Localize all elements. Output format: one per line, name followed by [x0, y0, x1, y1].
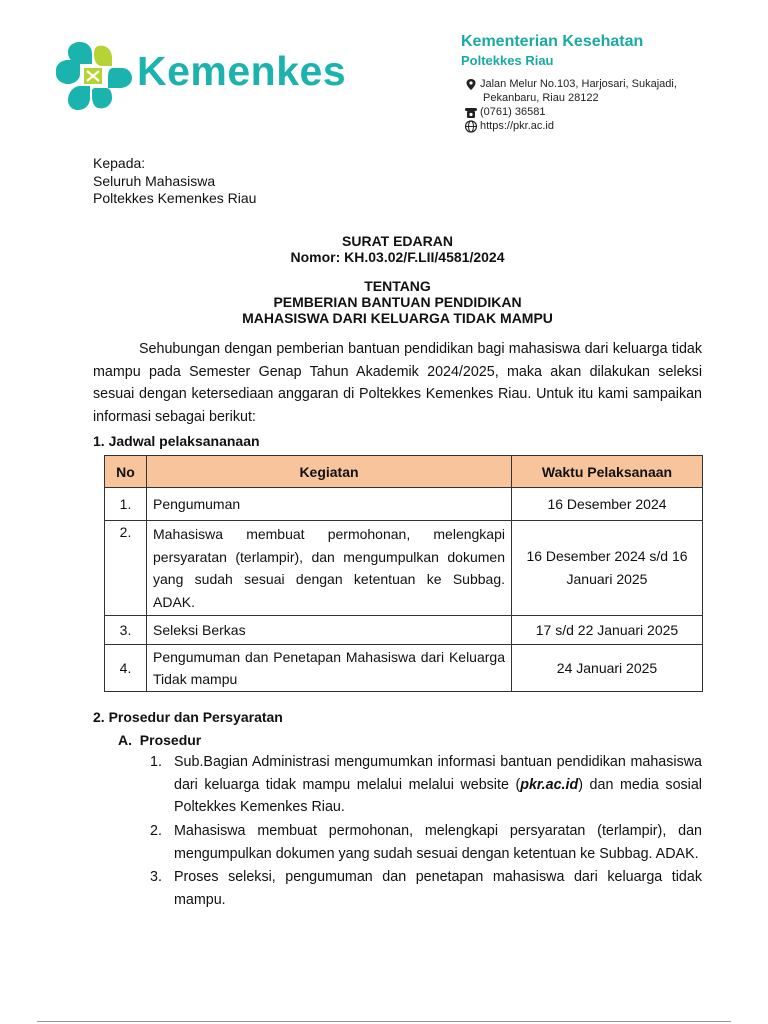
- table-row: [105, 521, 703, 616]
- row-kegiatan: Pengumuman: [147, 488, 512, 521]
- row-waktu: 24 Januari 2025: [512, 645, 703, 692]
- address-row-2: [463, 92, 677, 106]
- list-item-text: Mahasiswa membuat permohonan, melengkapi persyaratan (terlampir), dan mengumpulkan dokumen yang sudah sesuai dengan ketentuan ke Subbag. ADAK.: [174, 823, 702, 862]
- institution-name: Kementerian Kesehatan: [461, 33, 644, 50]
- recipient-label: Kepada:: [93, 155, 146, 171]
- address-line-1: Jalan Melur No.103, Harjosari, Sukajadi,: [480, 78, 677, 90]
- list-item-number: 1.: [150, 754, 162, 770]
- doc-type: SURAT EDARAN: [342, 233, 453, 249]
- subsection-a-heading: A. Prosedur: [118, 732, 202, 748]
- globe-icon: [463, 120, 480, 133]
- website-row: [463, 120, 677, 134]
- institution-block: [461, 33, 643, 68]
- page-bottom-rule: [37, 1021, 731, 1022]
- list-item: [150, 866, 702, 911]
- address-row: [463, 78, 677, 92]
- list-item: [150, 820, 702, 865]
- row-kegiatan: Pengumuman dan Penetapan Mahasiswa dari Keluarga Tidak mampu: [147, 645, 512, 692]
- row-waktu: 16 Desember 2024: [512, 488, 703, 521]
- row-no: 1.: [105, 488, 147, 521]
- list-item-number: 3.: [150, 869, 162, 885]
- list-item-number: 2.: [150, 823, 162, 839]
- table-row: [105, 645, 703, 692]
- address-line-2: Pekanbaru, Riau 28122: [483, 92, 599, 104]
- list-item-text-post: ) dan media sosial Poltekkes Kemenkes Riau.: [174, 776, 702, 815]
- col-header-kegiatan: Kegiatan: [147, 456, 512, 488]
- list-item-text-pre: Sub.Bagian Administrasi mengumumkan informasi bantuan pendidikan mahasiswa dari keluarga tidak mampu melalui melalui website (: [174, 754, 702, 793]
- recipient-line-3: Poltekkes Kemenkes Riau: [93, 190, 257, 206]
- subject-line-1: PEMBERIAN BANTUAN PENDIDIKAN: [273, 294, 522, 310]
- table-row: [105, 488, 703, 521]
- website-reference: pkr.ac.id: [520, 776, 579, 793]
- row-waktu: 17 s/d 22 Januari 2025: [512, 616, 703, 645]
- list-item-text: Proses seleksi, pengumuman dan penetapan mahasiswa dari keluarga tidak mampu.: [174, 869, 702, 908]
- subject-block: [93, 278, 702, 326]
- col-header-no: No: [105, 456, 147, 488]
- section-2-heading: 2. Prosedur dan Persyaratan: [93, 709, 283, 725]
- phone-icon: [463, 106, 480, 119]
- about-label: TENTANG: [364, 278, 431, 294]
- subject-line-2: MAHASISWA DARI KELUARGA TIDAK MAMPU: [242, 310, 553, 326]
- row-no: 2.: [105, 521, 147, 616]
- row-waktu: 16 Desember 2024 s/d 16 Januari 2025: [512, 521, 703, 616]
- section-1-heading: 1. Jadwal pelaksananaan: [93, 433, 260, 449]
- contact-block: [463, 78, 677, 134]
- row-kegiatan: Mahasiswa membuat permohonan, melengkapi persyaratan (terlampir), dan mengumpulkan dokumen yang sudah sesuai dengan ketentuan ke Subbag. ADAK.: [147, 521, 512, 616]
- location-pin-icon: [463, 78, 480, 91]
- row-kegiatan: Seleksi Berkas: [147, 616, 512, 645]
- unit-name: Poltekkes Riau: [461, 53, 554, 68]
- table-header-row: [105, 456, 703, 488]
- row-no: 3.: [105, 616, 147, 645]
- kemenkes-emblem-icon: [54, 40, 134, 112]
- intro-paragraph: [93, 338, 702, 428]
- phone-row: [463, 106, 677, 120]
- col-header-waktu: Waktu Pelaksanaan: [512, 456, 703, 488]
- brand-wordmark: Kemenkes: [137, 48, 347, 94]
- phone-number: (0761) 36581: [480, 106, 546, 118]
- intro-text: Sehubungan dengan pemberian bantuan pendidikan bagi mahasiswa dari keluarga tidak mampu pada Semester Genap Tahun Akademik 2024/2025, maka akan dilakukan seleksi sesuai dengan ketersediaan anggaran di Poltekkes Kemenkes Riau. Untuk itu kami sampaikan informasi sebagai berikut:: [93, 341, 702, 425]
- list-item: [150, 751, 702, 819]
- row-no: 4.: [105, 645, 147, 692]
- recipient-line-2: Seluruh Mahasiswa: [93, 172, 216, 189]
- table-row: [105, 616, 703, 645]
- recipient-block: [93, 155, 256, 208]
- schedule-table: [104, 455, 703, 692]
- website-link[interactable]: https://pkr.ac.id: [480, 120, 554, 132]
- list-item-text: [174, 751, 702, 819]
- doc-number: Nomor: KH.03.02/F.LII/4581/2024: [290, 249, 505, 265]
- title-block: [93, 233, 702, 265]
